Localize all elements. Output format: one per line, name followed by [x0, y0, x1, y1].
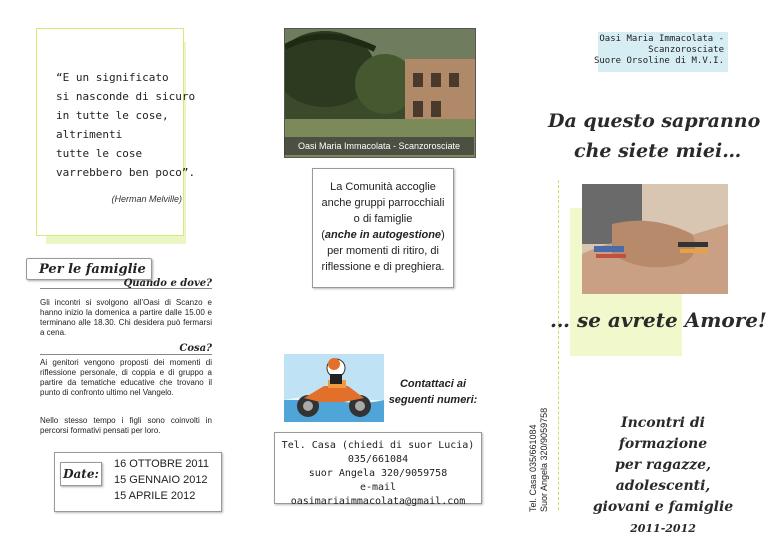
contact-label-line: Contattaci ai	[399, 378, 466, 390]
hands-photo	[582, 184, 728, 294]
motorcycle-illustration	[284, 354, 384, 422]
vertical-contact-line: Tel. Casa 035/661084	[528, 424, 538, 512]
contact-phone-angela: suor Angela 320/9059758	[308, 468, 448, 479]
contact-box	[274, 432, 482, 507]
contact-label	[386, 376, 480, 408]
quote-author: (Herman Melville)	[111, 194, 182, 204]
course-line: per ragazze, adolescenti,	[615, 457, 711, 494]
quote-line: “E un significato	[56, 71, 169, 84]
contact-label-line: seguenti numeri:	[388, 394, 478, 406]
divider	[40, 354, 212, 355]
dates-label: Date:	[60, 462, 102, 486]
quote-line: altrimenti	[56, 128, 123, 141]
when-heading: Quando e dove?	[123, 278, 212, 289]
date-item: 15 GENNAIO 2012	[114, 474, 208, 486]
contact-email: e-mail oasimariaimmacolata@gmail.com	[290, 482, 466, 507]
quote-line: si nasconde di sicuro	[56, 90, 196, 103]
course-year: 2011-2012	[630, 522, 696, 535]
community-line	[313, 227, 453, 243]
course-line: Incontri di formazione	[618, 415, 708, 452]
course-description	[588, 413, 738, 539]
community-line: anche gruppi parrocchiali	[321, 197, 445, 209]
date-item: 15 APRILE 2012	[114, 490, 196, 502]
paren: (	[321, 229, 325, 241]
contact-phone-number: 035/661084	[347, 454, 409, 465]
header-line: Suore Orsoline di M.V.I.	[593, 56, 724, 66]
community-line: La Comunità accoglie	[330, 181, 436, 193]
header-line: Oasi Maria Immacolata - Scanzorosciate	[599, 34, 724, 55]
vertical-contact-line: Suor Angela 320/9059758	[539, 407, 549, 512]
date-item: 16 OTTOBRE 2011	[114, 458, 209, 470]
quote-line: in tutte le cose,	[56, 109, 169, 122]
families-heading: Per le famiglie	[26, 258, 152, 280]
community-box	[312, 168, 454, 288]
cover-title-line1: Da questo sapranno	[548, 110, 761, 132]
paren: )	[441, 229, 445, 241]
community-line: per momenti di ritiro, di	[327, 245, 439, 257]
what-text: Ai genitori vengono proposti dei momenti di riflessione personale, di coppia e di gruppo a partire da tematiche educative che trovano il punto di confronto ultimo nel Vangelo.	[40, 358, 212, 397]
quote-line: varrebbero ben poco”.	[56, 166, 196, 179]
when-text: Gli incontri si svolgono all’Oasi di Scanzo e hanno inizio la domenica a partire dalle 15.00 e terminano alle 18.30. Chi desidera può fermarsi a cena.	[40, 298, 212, 337]
community-line: o di famiglie	[353, 213, 413, 225]
vertical-contact	[528, 372, 564, 512]
cover-title-line2: che siete miei…	[574, 140, 742, 162]
what-heading: Cosa?	[179, 343, 212, 354]
photo-caption: Oasi Maria Immacolata - Scanzorosciate	[284, 137, 474, 155]
cover-header	[520, 34, 724, 67]
community-line: riflessione e di preghiera.	[321, 261, 445, 273]
course-line: giovani e famiglie	[592, 499, 734, 515]
self-managed-emphasis: anche in autogestione	[324, 229, 442, 241]
contact-phone-home: Tel. Casa (chiedi di suor Lucia)	[281, 440, 475, 451]
cover-subtitle: … se avrete Amore!	[550, 308, 767, 332]
quote-line: tutte le cose	[56, 147, 143, 160]
what-text-kids: Nello stesso tempo i figli sono coinvolti in percorsi formativi pensati per loro.	[40, 416, 212, 435]
